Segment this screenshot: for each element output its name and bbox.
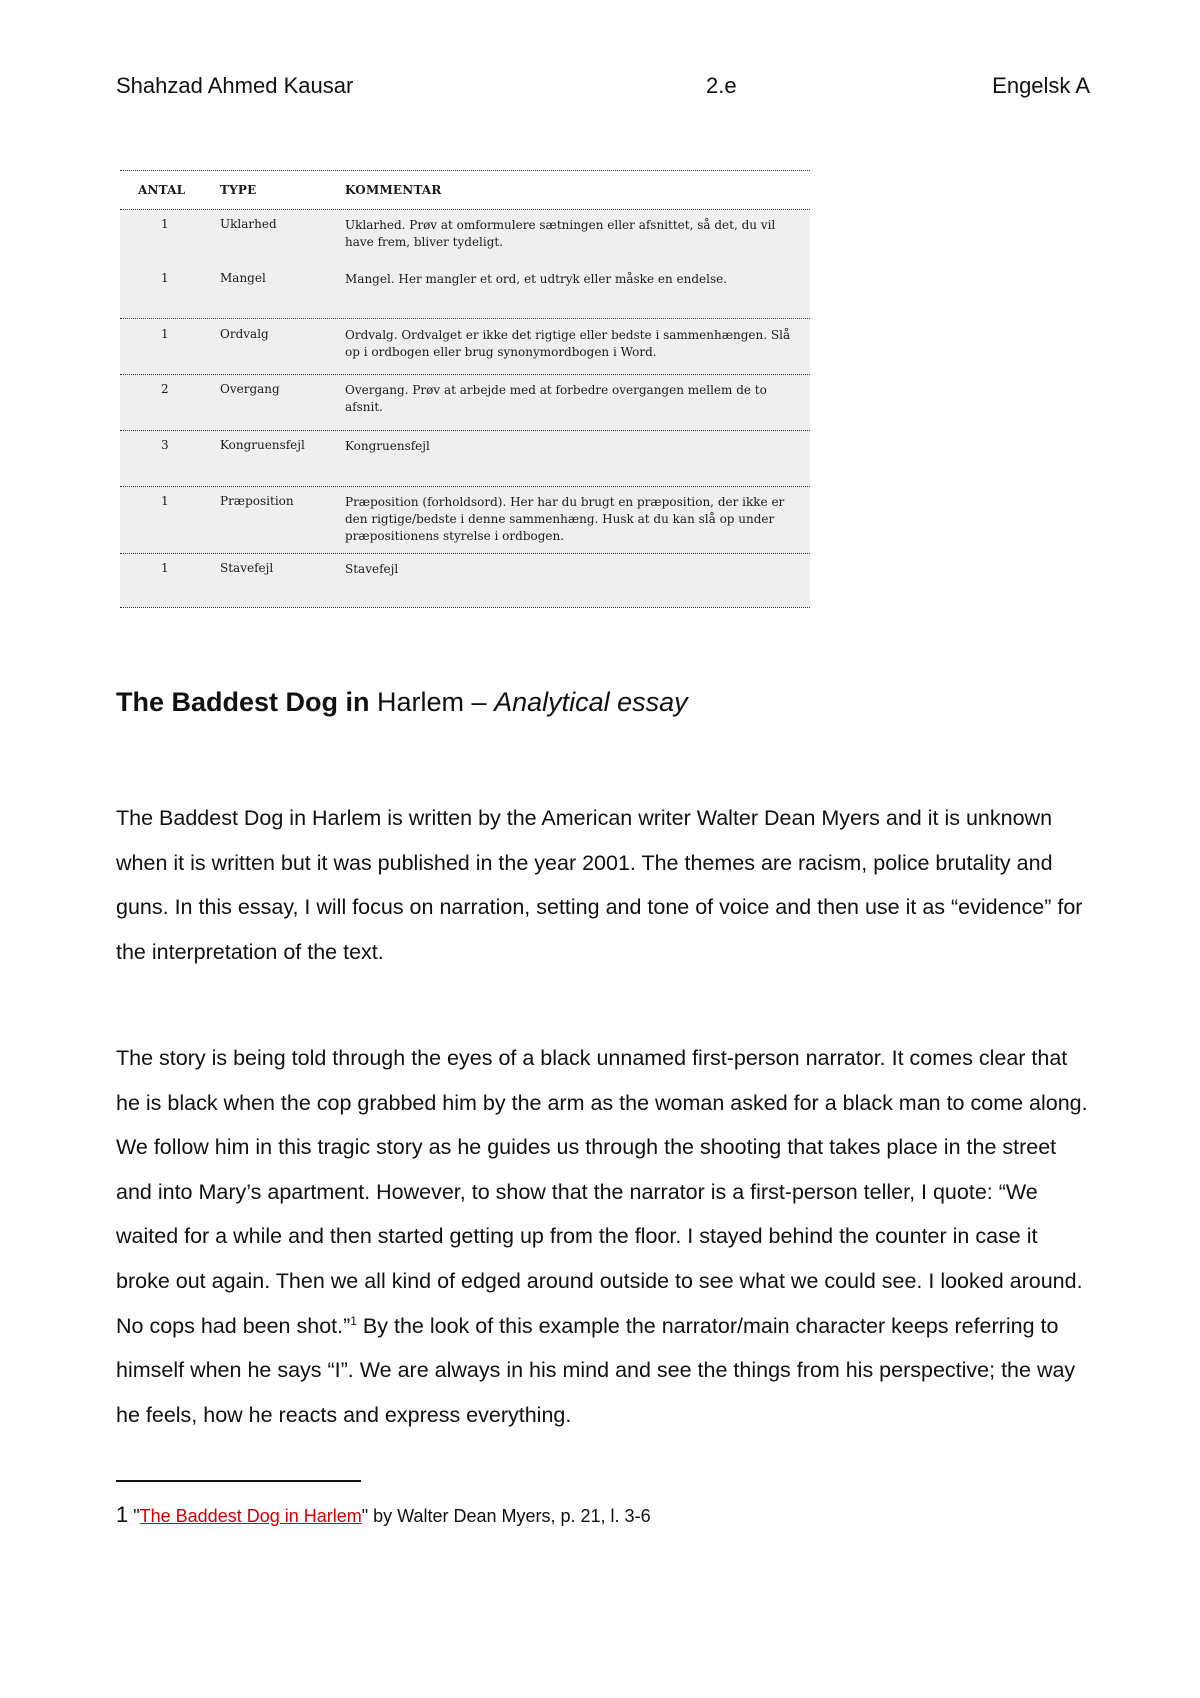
table-group [120, 487, 810, 554]
title-plain: Harlem – [369, 687, 495, 717]
footnote-text: by Walter Dean Myers, p. 21, l. 3-6 [368, 1506, 651, 1526]
paragraph-intro: The Baddest Dog in Harlem is written by the American writer Walter Dean Myers and it is unknown when it is written but it was published in the year 2001. The themes are racism, police brutality and guns. In this essay, I will focus on narration, setting and tone of voice and then use it as “evidence” for the interpretation of the text. [116, 806, 1083, 964]
table-row [120, 487, 810, 553]
header-class: 2.e [706, 73, 737, 98]
table-row [120, 320, 810, 374]
row-count: 1 [161, 494, 169, 508]
col-header-antal: ANTAL [138, 183, 186, 197]
row-comment: Stavefejl [345, 562, 399, 576]
footnote-quote: " [128, 1506, 140, 1526]
row-type: Overgang [220, 382, 280, 396]
row-comment: Præposition (forholdsord). Her har du brugt en præposition, der ikke er den rigtige/bedste i denne sammenhæng. Husk at du kan slå op under præpositionens styrelse i ordbogen. [345, 495, 785, 543]
row-count: 1 [161, 561, 169, 575]
table-group [120, 431, 810, 487]
row-type: Kongruensfejl [220, 438, 305, 452]
table-group [120, 320, 810, 375]
essay-title [116, 687, 688, 718]
row-type: Uklarhed [220, 217, 277, 231]
page-header [116, 73, 1090, 103]
row-type: Ordvalg [220, 327, 269, 341]
table-row [120, 375, 810, 430]
col-header-kommentar: KOMMENTAR [345, 183, 442, 197]
row-count: 2 [161, 382, 169, 396]
table-row [120, 210, 810, 264]
title-subtitle: Analytical essay [494, 687, 688, 717]
footnote-reference[interactable]: 1 [350, 1313, 357, 1328]
row-type: Præposition [220, 494, 294, 508]
footnote-quote: " [361, 1506, 369, 1526]
col-header-type: TYPE [220, 183, 257, 197]
footnote-separator [116, 1480, 361, 1482]
table-group [120, 210, 810, 319]
row-comment: Mangel. Her mangler et ord, et udtryk eller måske en endelse. [345, 272, 728, 286]
table-row [120, 264, 810, 318]
table-header-row [120, 170, 810, 210]
feedback-table [120, 170, 810, 608]
footnote-number: 1 [116, 1502, 129, 1527]
row-count: 1 [161, 271, 169, 285]
row-count: 1 [161, 217, 169, 231]
table-row [120, 431, 810, 486]
row-count: 1 [161, 327, 169, 341]
header-author: Shahzad Ahmed Kausar [116, 73, 354, 98]
row-type: Stavefejl [220, 561, 274, 575]
table-row [120, 554, 810, 607]
row-count: 3 [161, 438, 169, 452]
paragraph-narration [116, 1036, 1096, 1437]
row-comment: Kongruensfejl [345, 439, 430, 453]
row-type: Mangel [220, 271, 266, 285]
table-group [120, 375, 810, 431]
table-group [120, 554, 810, 608]
row-comment: Ordvalg. Ordvalget er ikke det rigtige eller bedste i sammenhængen. Slå op i ordbogen eller brug synonymordbogen i Word. [345, 328, 791, 359]
header-subject: Engelsk A [992, 73, 1090, 98]
row-comment: Overgang. Prøv at arbejde med at forbedre overgangen mellem de to afsnit. [345, 383, 767, 414]
paragraph-text: By the look of this example the narrator/main character keeps referring to himself when he says “I”. We are always in his mind and see the things from his perspective; the way he feels, how he reacts and express everything. [116, 1313, 1076, 1427]
footnote [116, 1502, 651, 1528]
row-comment: Uklarhed. Prøv at omformulere sætningen eller afsnittet, så det, du vil have frem, bliver tydeligt. [345, 218, 776, 249]
paragraph-text: The story is being told through the eyes of a black unnamed first-person narrator. It comes clear that he is black when the cop grabbed him by the arm as the woman asked for a black man to come along. We follow him in this tragic story as he guides us through the shooting that takes place in the street and into Mary’s apartment. However, to show that the narrator is a first-person teller, I quote: “We waited for a while and then started getting up from the floor. I stayed behind the counter in case it broke out again. Then we all kind of edged around outside to see what we could see. I looked around. No cops had been shot.” [116, 1046, 1088, 1338]
footnote-link[interactable]: The Baddest Dog in Harlem [139, 1506, 362, 1526]
title-bold: The Baddest Dog in [116, 687, 370, 717]
